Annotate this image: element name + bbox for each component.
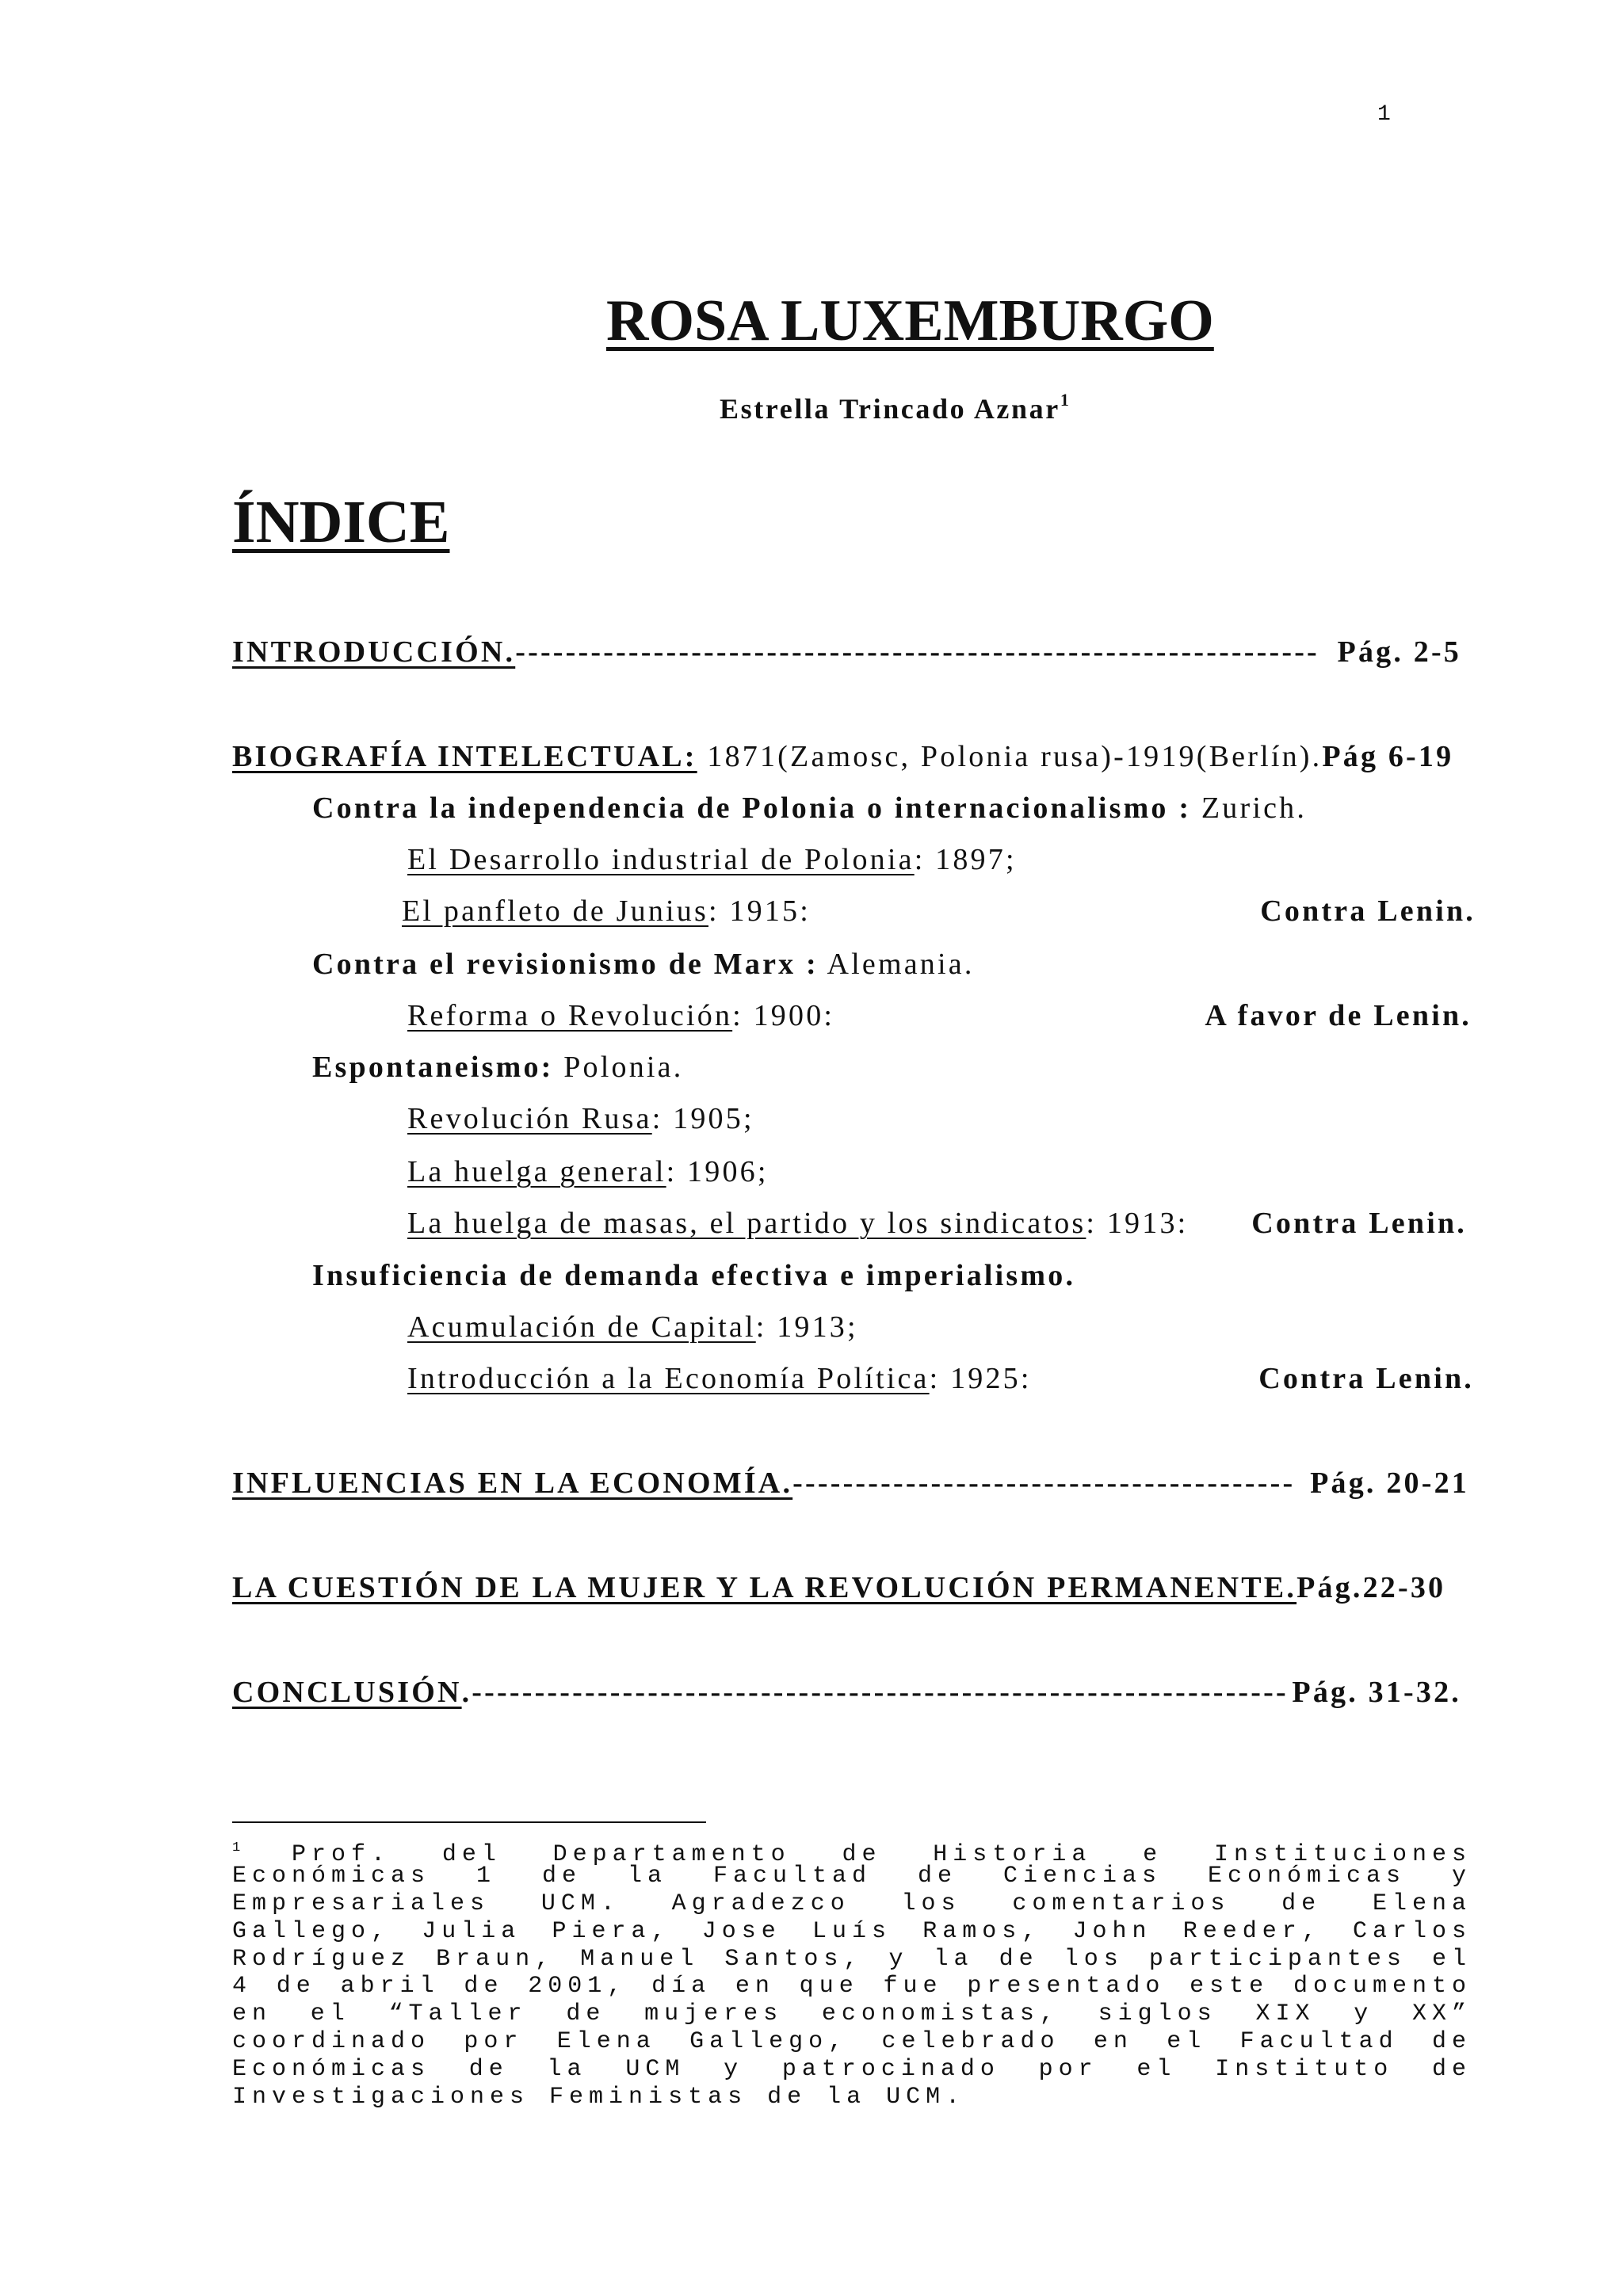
toc-entry-conclusion [232,1672,1461,1712]
work-year: : 1925: [929,1362,1032,1395]
toc-entry-cuestion-mujer [232,1568,1445,1608]
work-title: Acumulación de Capital [407,1310,756,1344]
toc-label: CONCLUSIÓN [232,1676,462,1709]
footnote-line [232,1835,1472,1868]
section-place: Alemania. [827,948,975,981]
toc-entry-biografia [232,737,1453,776]
toc-page: Pág. 20-21 [1310,1466,1469,1500]
toc-leader: .----------------------------------------------------------------- [461,1676,1289,1709]
stance-label: Contra Lenin. [1258,1362,1474,1395]
work-title: Revolución Rusa [407,1102,652,1135]
stance-label: Contra Lenin. [1251,1207,1467,1240]
toc-work [407,1203,1188,1243]
toc-label: BIOGRAFÍA INTELECTUAL: [232,740,697,773]
work-title: La huelga de masas, el partido y los sindicatos [407,1207,1086,1240]
work-title: La huelga general [407,1155,666,1188]
stance-label: Contra Lenin. [1260,894,1476,928]
toc-work [407,1307,858,1347]
section-place: Zurich. [1201,791,1308,825]
work-title: Introducción a la Economía Política [407,1362,930,1395]
document-title: ROSA LUXEMBURGO [606,288,1214,353]
toc-entry-introduccion [232,632,1461,672]
toc-section-heading [312,788,1307,828]
work-year: : 1900: [732,999,835,1032]
section-place: Polonia. [563,1051,684,1084]
toc-section-heading [312,944,975,984]
work-year: : 1905; [651,1102,754,1135]
toc-dates: 1871(Zamosc, Polonia rusa)-1919(Berlín). [707,740,1323,773]
work-title: El Desarrollo industrial de Polonia [407,843,915,876]
work-year: : 1897; [914,843,1017,876]
footnote-line: en el “Taller de mujeres economistas, siglos XIX y XX” [232,2000,1472,2028]
work-title: El panfleto de Junius [402,894,708,928]
footnote [232,1835,1472,2111]
work-title: Reforma o Revolución [407,999,733,1032]
section-title: Contra el revisionismo de Marx : [312,948,819,981]
index-heading: ÍNDICE [232,489,450,555]
footnote-line: 4 de abril de 2001, día en que fue presentado este documento [232,1973,1472,2000]
work-year: : 1906; [666,1155,769,1188]
work-year: : 1915: [708,894,811,928]
footnote-text: Prof. del Departamento de Historia e Instituciones [292,1841,1472,1868]
footnote-line: Empresariales UCM. Agradezco los comentarios de Elena [232,1890,1472,1917]
footnote-line: Investigaciones Feministas de la UCM. [232,2084,966,2111]
toc-label: LA CUESTIÓN DE LA MUJER Y LA REVOLUCIÓN PERMANENTE. [232,1571,1297,1604]
toc-entry-influencias [232,1463,1469,1503]
toc-page: Pág 6-19 [1322,740,1454,773]
toc-label: INTRODUCCIÓN. [232,635,516,669]
section-title: Contra la independencia de Polonia o internacionalismo : [312,791,1192,825]
section-title: Espontaneismo: [312,1051,554,1084]
toc-section-heading [312,1047,683,1087]
toc-label: INFLUENCIAS EN LA ECONOMÍA. [232,1466,793,1500]
author-line [720,380,1069,429]
toc-leader: ---------------------------------------- [792,1466,1296,1500]
author-name: Estrella Trincado Aznar [720,393,1060,425]
stance-label: A favor de Lenin. [1205,999,1472,1032]
footnote-line: Rodríguez Braun, Manuel Santos, y la de los participantes el [232,1945,1472,1973]
toc-work [407,1099,754,1138]
toc-work [402,891,811,931]
footnote-separator [232,1821,706,1823]
work-year: : 1913; [755,1310,858,1344]
footnote-line: Gallego, Julia Piera, Jose Luís Ramos, John Reeder, Carlos [232,1917,1472,1945]
toc-section-heading: Insuficiencia de demanda efectiva e imperialismo. [312,1259,1076,1292]
toc-page: Pág. 2-5 [1337,635,1461,669]
footnote-line: Económicas 1 de la Facultad de Ciencias Económicas y [232,1862,1472,1890]
footnote-marker: 1 [232,1840,241,1855]
toc-work [407,996,834,1035]
page-number: 1 [1377,102,1391,127]
author-footnote-ref: 1 [1060,390,1069,410]
footnote-line: coordinado por Elena Gallego, celebrado en el Facultad de [232,2028,1472,2056]
toc-work [407,1152,769,1192]
toc-leader: ---------------------------------------------------------------- [515,635,1319,669]
work-year: : 1913: [1086,1207,1189,1240]
toc-work [407,840,1017,879]
toc-work [407,1359,1032,1398]
toc-page: Pág. 31-32. [1292,1676,1461,1709]
footnote-line: Económicas de la UCM y patrocinado por el Instituto de [232,2056,1472,2084]
toc-page: Pág.22-30 [1296,1571,1446,1604]
